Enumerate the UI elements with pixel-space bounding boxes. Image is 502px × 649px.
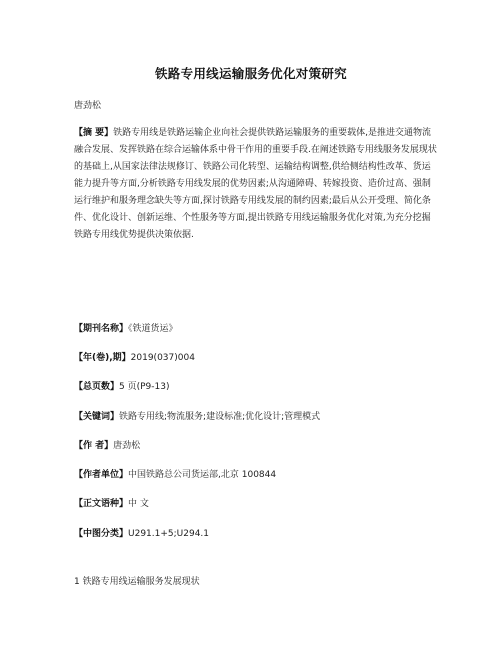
field-value: 《铁道货运》 xyxy=(128,324,178,334)
field-value: 2019(037)004 xyxy=(130,353,195,363)
field-label: 【年(卷),期】 xyxy=(74,353,131,363)
field-label: 【作 者】 xyxy=(74,441,114,451)
field-label: 【作者单位】 xyxy=(74,470,129,480)
field-value: U291.1+5;U294.1 xyxy=(128,529,210,539)
field-journal xyxy=(74,321,178,334)
field-label: 【期刊名称】 xyxy=(74,324,129,334)
field-volume-issue xyxy=(74,350,195,363)
field-value: 中 文 xyxy=(128,499,149,509)
abstract-text: 铁路专用线是铁路运输企业向社会提供铁路运输服务的重要载体,是推进交通物流融合发展、发挥铁路在综合运输体系中骨干作用的重要手段.在阐述铁路专用线服务发展现状的基础上,从国家法律法规修订、铁路公司化转型、运输结构调整,供给侧结构性改革、货运能力提升等方面,分析铁路专用线发展的优势因素;从沟通障碍、转嫁投资、造价过高、强制运行维护和服务理念缺失等方面,探讨铁路专用线发展的制约因素;最后从公开受理、简化条件、优化设计、创新运维、个性服务等方面,提出铁路专用线运输服务优化对策,为充分挖掘铁路专用线优势提供决策依据. xyxy=(74,128,437,240)
section-heading: 1 铁路专用线运输服务发展现状 xyxy=(74,577,200,587)
field-classification xyxy=(74,526,209,539)
field-page-count xyxy=(74,379,169,392)
field-label: 【中图分类】 xyxy=(74,529,129,539)
field-keywords xyxy=(74,409,320,422)
field-label: 【正文语种】 xyxy=(74,499,129,509)
field-label: 【关键词】 xyxy=(74,412,120,422)
abstract-paragraph xyxy=(74,125,439,244)
field-value: 铁路专用线;物流服务;建设标准;优化设计;管理模式 xyxy=(119,412,321,422)
field-language xyxy=(74,496,149,509)
field-value: 5 页(P9-13) xyxy=(119,382,170,392)
field-value: 中国铁路总公司货运部,北京 100844 xyxy=(128,470,277,480)
document-title: 铁路专用线运输服务优化对策研究 xyxy=(154,66,347,81)
field-author xyxy=(74,438,140,451)
author-name: 唐劲松 xyxy=(74,101,102,111)
field-label: 【总页数】 xyxy=(74,382,120,392)
abstract-tag: 【摘 要】 xyxy=(74,128,114,138)
field-author-affiliation xyxy=(74,467,276,480)
field-value: 唐劲松 xyxy=(113,441,141,451)
